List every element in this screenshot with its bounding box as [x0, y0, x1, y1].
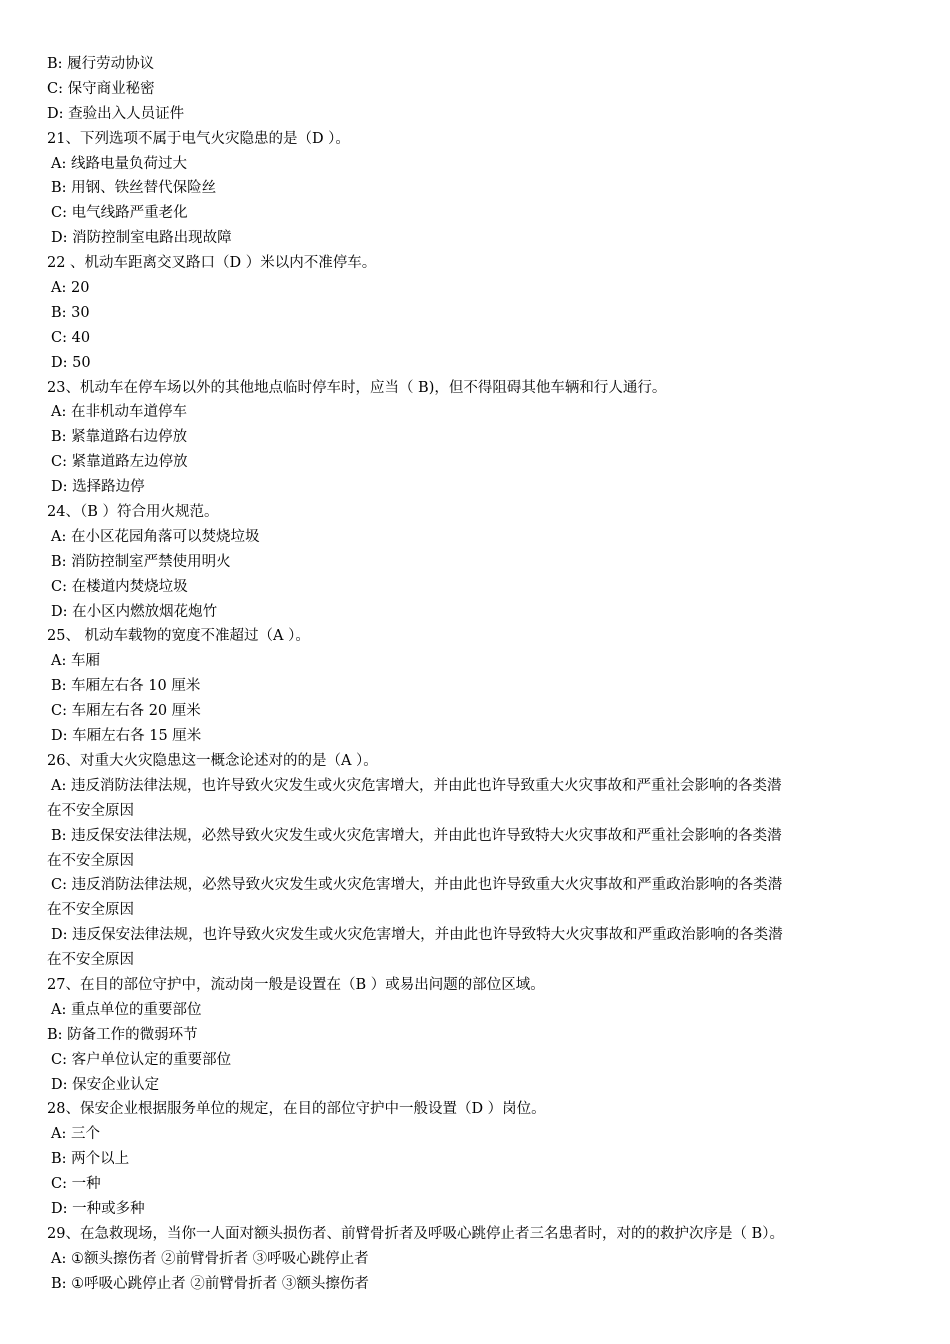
option-text: A: 在小区花园角落可以焚烧垃圾: [51, 528, 260, 545]
option-text: D: 一种或多种: [51, 1200, 145, 1217]
option-text: B: 30: [51, 304, 90, 321]
option-text: C: 40: [51, 329, 91, 346]
option-text: D: 保安企业认定: [51, 1076, 160, 1093]
option-text: C: 电气线路严重老化: [51, 205, 188, 222]
option-text: B: ①呼吸心跳停止者 ②前臂骨折者 ③额头擦伤者: [51, 1275, 369, 1292]
option-text: A: ①额头擦伤者 ②前臂骨折者 ③呼吸心跳停止者: [51, 1250, 369, 1267]
question-text: 28、保安企业根据服务单位的规定，在目的部位守护中一般设置（D ）岗位。: [47, 1101, 546, 1118]
question-text: 24、（B ）符合用火规范。: [47, 504, 219, 521]
option-text: B: 违反保安法律法规，必然导致火灾发生或火灾危害增大，并由此也许导致特大火灾事故和严重社会影响的各类潜: [51, 827, 782, 844]
question-text: 21、下列选项不属于电气火灾隐患的是（D ）。: [47, 130, 350, 147]
option-text: B: 用钢、铁丝替代保险丝: [51, 180, 217, 197]
question-text: 29、在急救现场，当你一人面对额头损伤者、前臂骨折者及呼吸心跳停止者三名患者时，对的的救护次序是（ B）。: [47, 1225, 784, 1242]
option-text: A: 车厢: [51, 653, 100, 670]
question-text: 27、在目的部位守护中，流动岗一般是设置在（B ）或易出问题的部位区域。: [47, 976, 545, 993]
option-text: B: 消防控制室严禁使用明火: [51, 553, 231, 570]
option-text: B: 两个以上: [51, 1151, 130, 1168]
document-text: [47, 52, 907, 1297]
option-text-continuation: 在不安全原因: [47, 952, 134, 969]
option-text: A: 在非机动车道停车: [51, 404, 187, 421]
option-text: C: 客户单位认定的重要部位: [51, 1051, 232, 1068]
option-text: C: 违反消防法律法规，必然导致火灾发生或火灾危害增大，并由此也许导致重大火灾事故和严重政治影响的各类潜: [51, 877, 783, 894]
question-text: 23、机动车在停车场以外的其他地点临时停车时，应当（ B)，但不得阻碍其他车辆和行人通行。: [47, 379, 667, 396]
option-text: D: 50: [51, 354, 91, 371]
option-text: A: 违反消防法律法规，也许导致火灾发生或火灾危害增大，并由此也许导致重大火灾事故和严重社会影响的各类潜: [51, 777, 782, 794]
option-text: B: 车厢左右各 10 厘米: [51, 678, 201, 695]
option-text: C: 紧靠道路左边停放: [51, 454, 188, 471]
question-text: 22 、机动车距离交叉路口（D ）米以内不准停车。: [47, 255, 377, 272]
option-text: A: 重点单位的重要部位: [51, 1001, 202, 1018]
option-text: D: 违反保安法律法规，也许导致火灾发生或火灾危害增大，并由此也许导致特大火灾事故和严重政治影响的各类潜: [51, 927, 783, 944]
option-text: B: 防备工作的微弱环节: [47, 1026, 198, 1043]
option-text: C: 保守商业秘密: [47, 80, 155, 97]
option-text-continuation: 在不安全原因: [47, 802, 134, 819]
option-text: A: 三个: [51, 1126, 100, 1143]
question-text: 25、 机动车载物的宽度不准超过（A ）。: [47, 628, 310, 645]
option-text-continuation: 在不安全原因: [47, 902, 134, 919]
option-text: C: 车厢左右各 20 厘米: [51, 703, 201, 720]
question-text: 26、对重大火灾隐患这一概念论述对的的是（A ）。: [47, 752, 378, 769]
option-text: D: 车厢左右各 15 厘米: [51, 728, 202, 745]
option-text: B: 紧靠道路右边停放: [51, 429, 188, 446]
option-text: A: 20: [51, 280, 90, 297]
option-text-continuation: 在不安全原因: [47, 852, 134, 869]
option-text: D: 查验出入人员证件: [47, 105, 185, 122]
option-text: A: 线路电量负荷过大: [51, 155, 187, 172]
option-text: D: 选择路边停: [51, 479, 145, 496]
option-text: D: 消防控制室电路出现故障: [51, 230, 232, 247]
option-text: C: 一种: [51, 1176, 101, 1193]
option-text: B: 履行劳动协议: [47, 56, 155, 72]
option-text: C: 在楼道内焚烧垃圾: [51, 578, 188, 595]
option-text: D: 在小区内燃放烟花炮竹: [51, 603, 218, 620]
